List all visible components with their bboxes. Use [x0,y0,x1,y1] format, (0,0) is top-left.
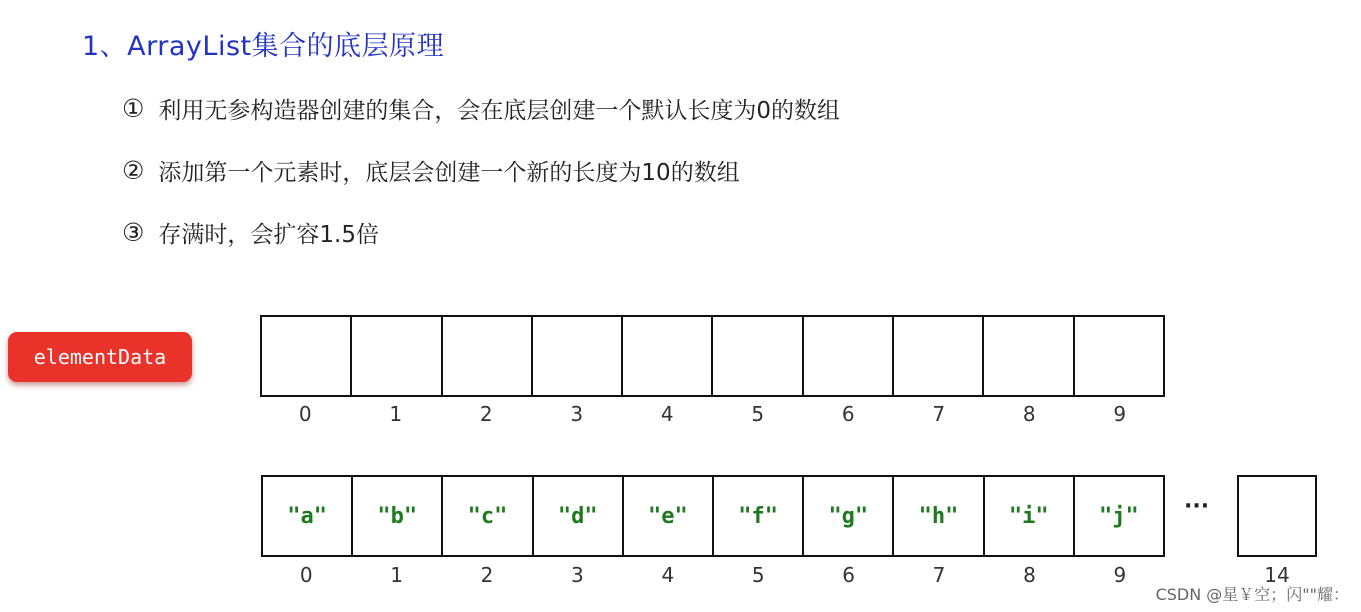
array-element: "h" [894,477,984,555]
bottom-array-indices [261,563,1165,587]
array-index: 1 [390,563,403,587]
array-element: "i" [985,477,1075,555]
array-index: 7 [932,402,946,426]
array-cell [443,317,533,395]
array-cell [984,317,1074,395]
array-index: 7 [932,563,946,587]
array-index: 3 [570,402,584,426]
array-cell [533,317,623,395]
array-element: "e" [624,477,714,555]
array-index: 3 [571,563,584,587]
array-index: 9 [1113,563,1127,587]
point-1 [122,92,840,125]
empty-array [260,315,1165,397]
array-index: 6 [841,402,855,426]
array-index: 2 [479,402,493,426]
filled-array [261,475,1165,557]
array-index: 4 [660,402,674,426]
point-3 [122,216,379,249]
array-cell [894,317,984,395]
last-array-cell [1237,475,1317,557]
array-element: "f" [714,477,804,555]
array-element: "d" [534,477,624,555]
point-2-marker: ② [122,156,145,185]
array-index: 2 [480,563,494,587]
ellipsis: ··· [1184,494,1210,519]
array-element: "g" [804,477,894,555]
array-cell [623,317,713,395]
array-index: 9 [1113,402,1127,426]
array-cell [713,317,803,395]
array-index: 6 [842,563,855,587]
array-cell [352,317,442,395]
array-element: "b" [353,477,443,555]
watermark: CSDN @星￥空；闪""耀： [1155,585,1349,604]
point-3-text: 存满时，会扩容1.5倍 [158,222,379,248]
array-index: 5 [751,563,765,587]
array-index: 0 [298,402,312,426]
array-index: 8 [1023,563,1036,587]
point-2-text: 添加第一个元素时，底层会创建一个新的长度为10的数组 [158,160,740,186]
array-index: 0 [299,563,313,587]
array-cell [804,317,894,395]
section-title: 1、ArrayList集合的底层原理 [82,31,445,62]
array-element: "a" [263,477,353,555]
element-data-label: elementData [8,332,192,382]
array-cell [262,317,352,395]
array-index: 4 [661,563,675,587]
point-3-marker: ③ [122,218,145,247]
point-2 [122,154,740,187]
array-index: 8 [1022,402,1036,426]
array-index: 5 [751,402,765,426]
array-cell [1075,317,1163,395]
point-1-marker: ① [122,94,145,123]
last-array-index: 14 [1264,563,1290,587]
array-element: "c" [443,477,533,555]
top-array-indices [260,402,1165,426]
point-1-text: 利用无参构造器创建的集合，会在底层创建一个默认长度为0的数组 [158,98,841,124]
array-element: "j" [1099,503,1139,529]
array-index: 1 [389,402,403,426]
